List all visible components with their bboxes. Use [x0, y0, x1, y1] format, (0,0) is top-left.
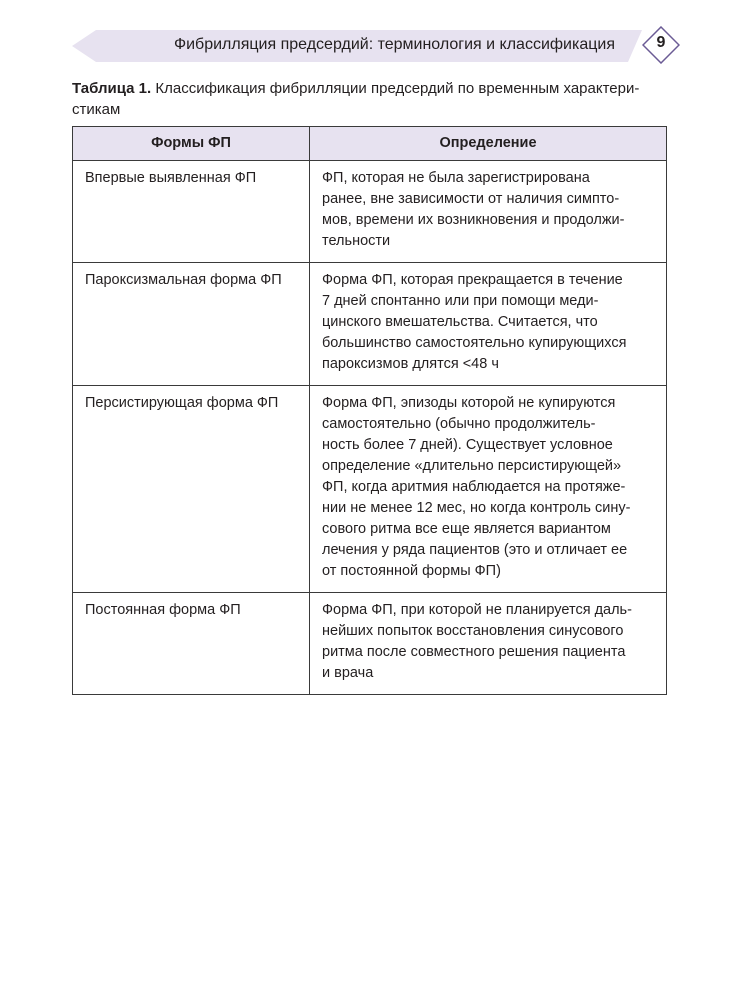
page-number: 9	[656, 34, 666, 51]
form-cell: Постоянная форма ФП	[73, 593, 310, 695]
definition-cell: Форма ФП, при которой не планируется даль- нейших попыток восстановления синусового ритма после совместного решения пациента и врача	[310, 593, 667, 695]
caption-label: Таблица 1.	[72, 80, 152, 97]
column-header-forms: Формы ФП	[73, 127, 310, 161]
caption-text: Классификация фибрилляции предсердий по временным характери- стикам	[72, 80, 640, 118]
running-title: Фибрилляция предсердий: терминология и классификация	[173, 36, 615, 53]
form-cell: Персистирующая форма ФП	[73, 386, 310, 593]
table-row	[73, 593, 667, 695]
table-row	[73, 386, 667, 593]
column-header-definition: Определение	[310, 127, 667, 161]
definition-cell: Форма ФП, которая прекращается в течение 7 дней спонтанно или при помощи меди- цинского вмешательства. Считается, что большинство самостоятельно купирующихся пароксизмов длятся <48 ч	[310, 263, 667, 386]
table-row	[73, 161, 667, 263]
definition-cell: ФП, которая не была зарегистрирована ранее, вне зависимости от наличия симпто- мов, времени их возникновения и продолжи- тельности	[310, 161, 667, 263]
form-cell: Впервые выявленная ФП	[73, 161, 310, 263]
table-caption	[72, 78, 672, 120]
form-cell: Пароксизмальная форма ФП	[73, 263, 310, 386]
definition-cell: Форма ФП, эпизоды которой не купируются самостоятельно (обычно продолжитель- ность более 7 дней). Существует условное определение «длительно персистирующей» ФП, когда аритмия наблюдается на протяже- нии не менее 12 мес, но когда контроль сину- сового ритма все еще является вариантом лечения у ряда пациентов (это и отличает ее от постоянной формы ФП)	[310, 386, 667, 593]
classification-table	[72, 126, 667, 695]
table-row	[73, 263, 667, 386]
